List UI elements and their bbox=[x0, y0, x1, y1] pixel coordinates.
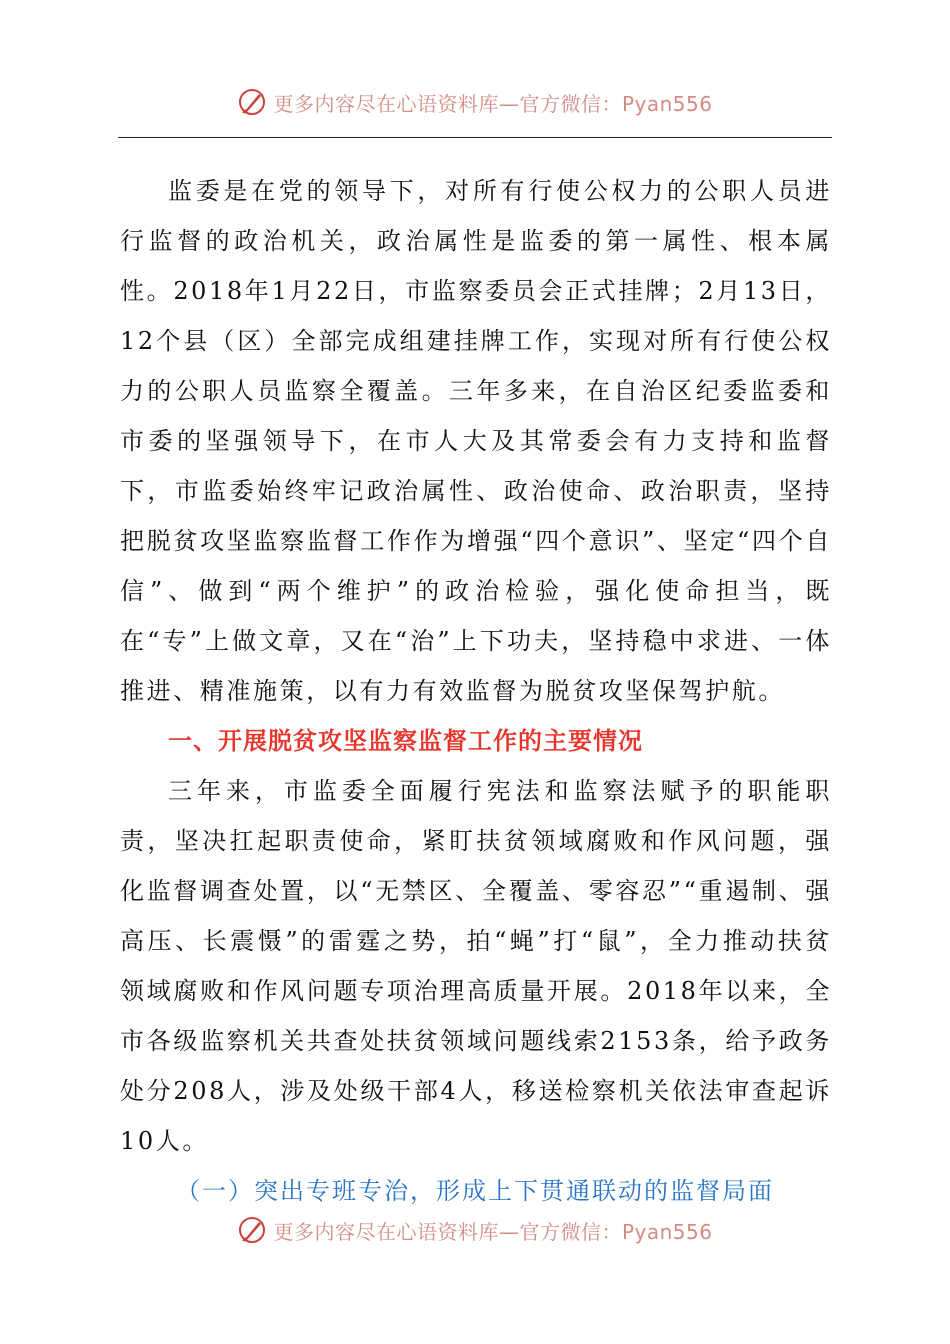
document-body bbox=[120, 166, 832, 1216]
header-banner-text: 更多内容尽在心语资料库—官方微信：Pyan556 bbox=[273, 91, 713, 116]
paragraph-summary: 三年来，市监委全面履行宪法和监察法赋予的职能职责，坚决扛起职责使命，紧盯扶贫领域腐败和作风问题，强化监督调查处置，以“无禁区、全覆盖、零容忍”“重遏制、强高压、长震慑”的雷霆之势，拍“蝇”打“鼠”，全力推动扶贫领域腐败和作风问题专项治理高质量开展。2018年以来，全市各级监察机关共查处扶贫领域问题线索2153条，给予政务处分208人，涉及处级干部4人，移送检察机关依法审查起诉10人。 bbox=[120, 777, 832, 1155]
section-heading-1: 一、开展脱贫攻坚监察监督工作的主要情况 bbox=[168, 727, 643, 755]
quill-pen-logo-icon bbox=[237, 1215, 267, 1245]
subsection-heading-1: （一）突出专班专治，形成上下贯通联动的监督局面 bbox=[176, 1177, 774, 1205]
quill-pen-logo-icon bbox=[237, 87, 267, 117]
footer-banner bbox=[0, 1210, 950, 1250]
header-banner bbox=[0, 82, 950, 122]
paragraph-intro: 监委是在党的领导下，对所有行使公权力的公职人员进行监督的政治机关，政治属性是监委的第一属性、根本属性。2018年1月22日，市监察委员会正式挂牌；2月13日，12个县（区）全部完成组建挂牌工作，实现对所有行使公权力的公职人员监察全覆盖。三年多来，在自治区纪委监委和市委的坚强领导下，在市人大及其常委会有力支持和监督下，市监委始终牢记政治属性、政治使命、政治职责，坚持把脱贫攻坚监察监督工作作为增强“四个意识”、坚定“四个自信”、做到“两个维护”的政治检验，强化使命担当，既在“专”上做文章，又在“治”上下功夫，坚持稳中求进、一体推进、精准施策，以有力有效监督为脱贫攻坚保驾护航。 bbox=[120, 177, 832, 705]
footer-banner-text: 更多内容尽在心语资料库—官方微信：Pyan556 bbox=[273, 1219, 713, 1244]
header-divider bbox=[118, 137, 832, 138]
